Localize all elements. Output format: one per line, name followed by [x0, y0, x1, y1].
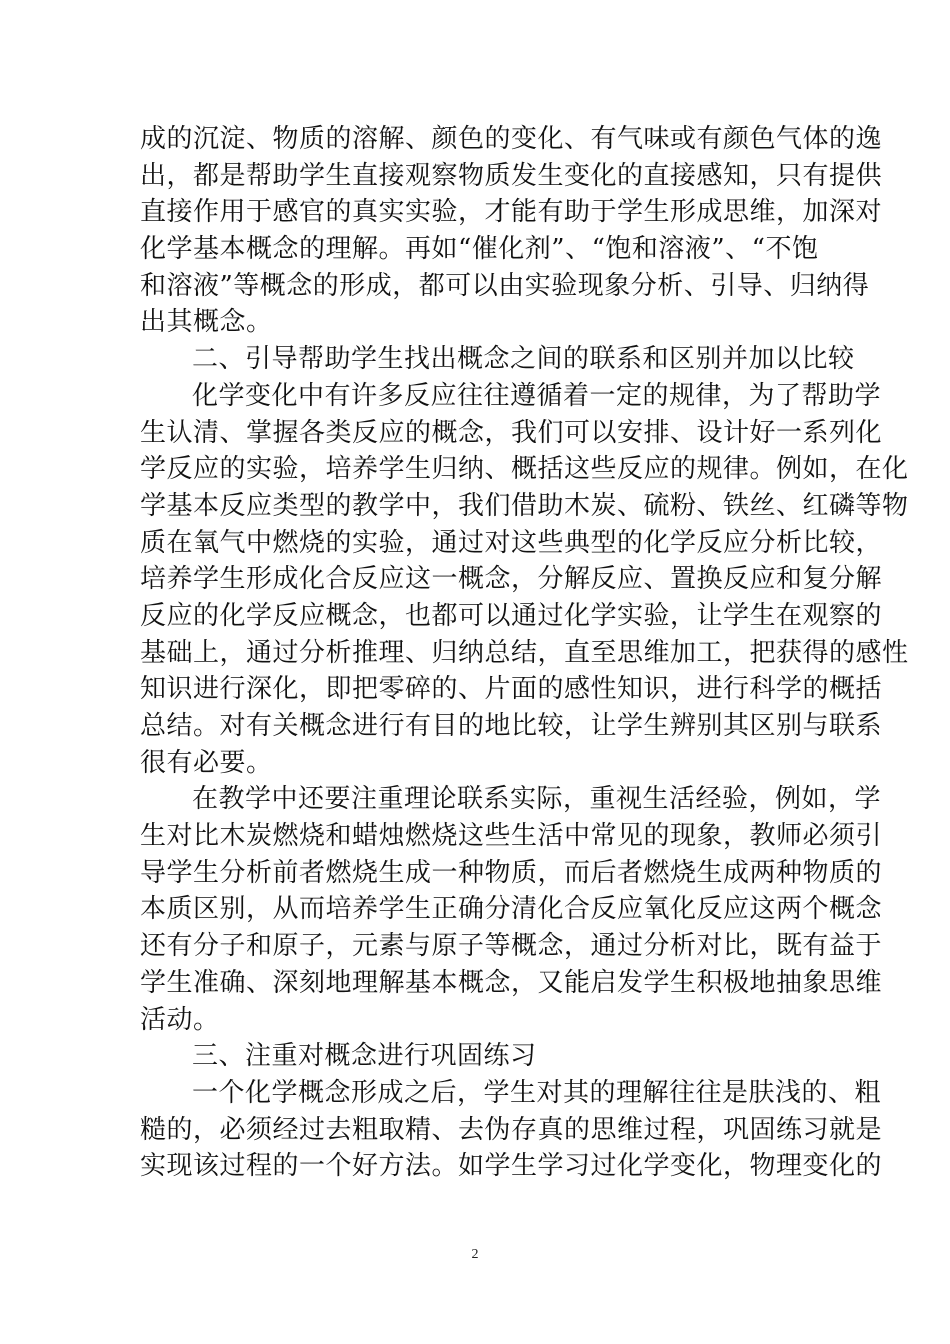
text-line: 质在氧气中燃烧的实验，通过对这些典型的化学反应分析比较，	[140, 527, 883, 558]
text-line: 基础上，通过分析推理、归纳总结，直至思维加工，把获得的感性	[140, 637, 909, 668]
paragraph-start-line: 二、引导帮助学生找出概念之间的联系和区别并加以比较	[192, 344, 855, 375]
text-line: 活动。	[140, 1004, 220, 1035]
text-line: 化学基本概念的理解。再如“催化剂”、“饱和溶液”、“不饱	[140, 234, 819, 265]
text-line: 导学生分析前者燃烧生成一种物质，而后者燃烧生成两种物质的	[140, 857, 883, 888]
text-line: 生认清、掌握各类反应的概念，我们可以安排、设计好一系列化	[140, 417, 883, 448]
text-line: 反应的化学反应概念，也都可以通过化学实验，让学生在观察的	[140, 600, 883, 631]
text-line: 直接作用于感官的真实实验，才能有助于学生形成思维，加深对	[140, 197, 883, 228]
paragraph-start-line: 三、注重对概念进行巩固练习	[192, 1041, 537, 1072]
text-line: 还有分子和原子，元素与原子等概念，通过分析对比，既有益于	[140, 931, 883, 962]
paragraph-start-line: 一个化学概念形成之后，学生对其的理解往往是肤浅的、粗	[192, 1077, 882, 1108]
text-line: 糙的，必须经过去粗取精、去伪存真的思维过程，巩固练习就是	[140, 1114, 883, 1145]
text-line: 学生准确、深刻地理解基本概念，又能启发学生积极地抽象思维	[140, 967, 883, 998]
text-line: 学基本反应类型的教学中，我们借助木炭、硫粉、铁丝、红磷等物	[140, 490, 909, 521]
body-text	[140, 121, 909, 1185]
text-line: 出其概念。	[140, 307, 273, 338]
text-line: 出，都是帮助学生直接观察物质发生变化的直接感知，只有提供	[140, 160, 883, 191]
paragraph-start-line: 化学变化中有许多反应往往遵循着一定的规律，为了帮助学	[192, 380, 882, 411]
page-number: 2	[471, 1247, 479, 1262]
text-line: 生对比木炭燃烧和蜡烛燃烧这些生活中常见的现象，教师必须引	[140, 821, 883, 852]
text-line: 实现该过程的一个好方法。如学生学习过化学变化，物理变化的	[140, 1151, 883, 1182]
text-line: 很有必要。	[140, 747, 273, 778]
paragraph-start-line: 在教学中还要注重理论联系实际，重视生活经验，例如，学	[192, 784, 882, 815]
text-line: 学反应的实验，培养学生归纳、概括这些反应的规律。例如，在化	[140, 454, 909, 485]
text-line: 培养学生形成化合反应这一概念，分解反应、置换反应和复分解	[140, 564, 883, 595]
text-line: 和溶液”等概念的形成，都可以由实验现象分析、引导、归纳得	[140, 270, 870, 301]
text-line: 知识进行深化，即把零碎的、片面的感性知识，进行科学的概括	[140, 674, 883, 705]
text-line: 成的沉淀、物质的溶解、颜色的变化、有气味或有颜色气体的逸	[140, 124, 883, 154]
text-line: 本质区别，从而培养学生正确分清化合反应氧化反应这两个概念	[140, 894, 883, 925]
text-line: 总结。对有关概念进行有目的地比较，让学生辨别其区别与联系	[140, 711, 883, 741]
